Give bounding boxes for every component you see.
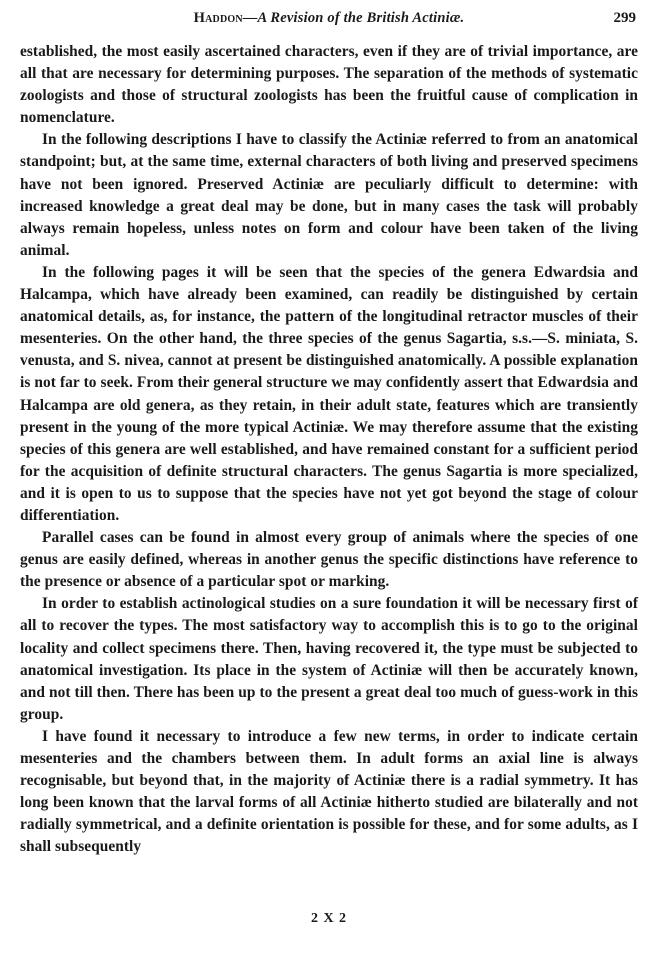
signature-mark: 2 X 2	[310, 911, 348, 926]
book-page	[20, 6, 638, 950]
body-text	[20, 41, 638, 858]
running-title	[20, 6, 638, 30]
paragraph: Parallel cases can be found in almost every group of animals where the species of one genus are easily defined, whereas in another genus the specific distinctions have reference to the presence or absence of a particular spot or marking.	[20, 529, 638, 591]
paragraph: In order to establish actinological studies on a sure foundation it will be necessary first of all to recover the types. The most satisfactory way to accomplish this is to go to the original locality and collect specimens there. Then, having recovered it, the type must be subjected to anatomical investigation. Its place in the system of Actiniæ will then be accurately known, and not till then. There has been up to the present a great deal too much of guess-work in this group.	[20, 595, 638, 723]
paragraph: In the following pages it will be seen that the species of the genera Edwardsia and Halcampa, which have already been examined, can readily be distinguished by certain anatomical details, as, for instance, the pattern of the longitudinal retractor muscles of their mesenteries. On the other hand, the three species of the genus Sagartia, s.s.—S. miniata, S. venusta, and S. nivea, cannot at present be distinguished anatomically. A possible explanation is not far to seek. From their general structure we may confidently assert that Edwardsia and Halcampa are old genera, as they retain, in their adult state, features which are transiently present in the young of the more typical Actiniæ. We may therefore assume that the existing species of this genera are well established, and have remained constant for a sufficient period for the acquisition of definite structural characters. The genus Sagartia is more specialized, and it is open to us to suppose that the species have not yet got beyond the stage of colour differentiation.	[20, 263, 638, 524]
paragraph: In the following descriptions I have to classify the Actiniæ referred to from an anatomical standpoint; but, at the same time, external characters of both living and preserved specimens have not been ignored. Preserved Actiniæ are peculiarly difficult to determine: with increased knowledge a great deal may be done, but in many cases the task will probably always remain hopeless, unless notes on form and colour have been taken of the living animal.	[20, 131, 638, 259]
page-number: 299	[613, 10, 636, 26]
paragraph: I have found it necessary to introduce a few new terms, in order to indicate certain mesenteries and the chambers between them. In adult forms an axial line is always recognisable, but beyond that, in the majority of Actiniæ there is a radial symmetry. It has long been known that the larval forms of all Actiniæ hitherto studied are bilaterally and not radially symmetrical, and a definite orientation is possible for these, and for some adults, as I shall subsequently	[20, 727, 638, 856]
header-author: Haddon	[193, 10, 243, 26]
paragraph: established, the most easily ascertained characters, even if they are of trivial importance, are all that are necessary for determining purposes. The separation of the methods of systematic zoologists and those of structural zoologists has been the fruitful cause of complication in nomenclature.	[20, 43, 638, 127]
header-dash: —	[242, 10, 258, 26]
header-work-title: A Revision of the British Actiniæ.	[257, 10, 465, 26]
running-head	[20, 6, 638, 30]
